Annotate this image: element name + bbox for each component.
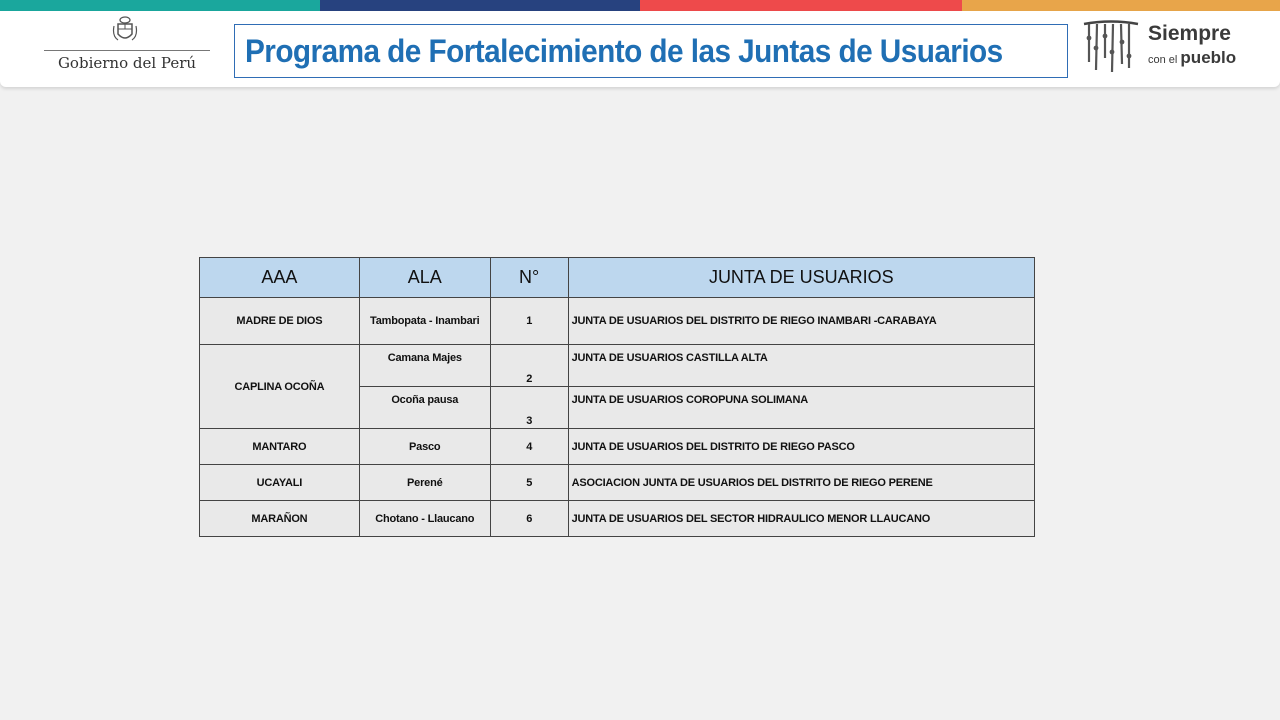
- cell-ala: Camana Majes: [359, 345, 490, 387]
- cell-junta: JUNTA DE USUARIOS COROPUNA SOLIMANA: [568, 387, 1034, 429]
- page-title: Programa de Fortalecimiento de las Juntas de Usuarios: [245, 33, 1003, 69]
- cell-aaa: MADRE DE DIOS: [200, 298, 360, 345]
- logo-divider: [44, 50, 210, 51]
- cell-number: 4: [490, 429, 568, 465]
- cell-number: 3: [490, 387, 568, 429]
- top-stripe-navy: [320, 0, 640, 11]
- peru-crest-icon: [112, 16, 138, 44]
- gobierno-del-peru-logo: [44, 14, 210, 74]
- table-row: [200, 465, 1035, 501]
- table-header-row: [200, 258, 1035, 298]
- cell-junta: JUNTA DE USUARIOS DEL DISTRITO DE RIEGO INAMBARI -CARABAYA: [568, 298, 1034, 345]
- cell-ala: Chotano - Llaucano: [359, 501, 490, 537]
- quipu-icon: [1082, 18, 1140, 76]
- gov-logo-text: Gobierno del Perú: [57, 54, 197, 72]
- cell-number: 1: [490, 298, 568, 345]
- cell-aaa: MANTARO: [200, 429, 360, 465]
- cell-junta: JUNTA DE USUARIOS DEL DISTRITO DE RIEGO PASCO: [568, 429, 1034, 465]
- brand-tagline: [1148, 48, 1236, 68]
- brand-tagline-bold: pueblo: [1180, 48, 1237, 67]
- cell-number: 5: [490, 465, 568, 501]
- cell-ala: Tambopata - Inambari: [359, 298, 490, 345]
- top-stripe-red: [640, 0, 962, 11]
- juntas-table: [199, 257, 1035, 537]
- cell-ala: Perené: [359, 465, 490, 501]
- cell-number: 6: [490, 501, 568, 537]
- cell-junta: JUNTA DE USUARIOS CASTILLA ALTA: [568, 345, 1034, 387]
- table-row: [200, 429, 1035, 465]
- cell-ala: Pasco: [359, 429, 490, 465]
- cell-aaa: CAPLINA OCOÑA: [200, 345, 360, 429]
- cell-number: 2: [490, 345, 568, 387]
- cell-aaa: UCAYALI: [200, 465, 360, 501]
- table-row: [200, 345, 1035, 387]
- top-stripe-orange: [962, 0, 1280, 11]
- title-box: [234, 24, 1068, 78]
- brand-word: Siempre: [1148, 22, 1231, 45]
- brand-tagline-small: con el: [1148, 54, 1178, 66]
- table-row: [200, 298, 1035, 345]
- cell-junta: JUNTA DE USUARIOS DEL SECTOR HIDRAULICO MENOR LLAUCANO: [568, 501, 1034, 537]
- cell-ala: Ocoña pausa: [359, 387, 490, 429]
- cell-junta: ASOCIACION JUNTA DE USUARIOS DEL DISTRITO DE RIEGO PERENE: [568, 465, 1034, 501]
- header-junta: JUNTA DE USUARIOS: [568, 258, 1034, 298]
- header-ala: ALA: [359, 258, 490, 298]
- top-stripe-teal: [0, 0, 320, 11]
- header-number: N°: [490, 258, 568, 298]
- siempre-con-el-pueblo-logo: [1082, 18, 1252, 78]
- cell-aaa: MARAÑON: [200, 501, 360, 537]
- header-aaa: AAA: [200, 258, 360, 298]
- table-row: [200, 501, 1035, 537]
